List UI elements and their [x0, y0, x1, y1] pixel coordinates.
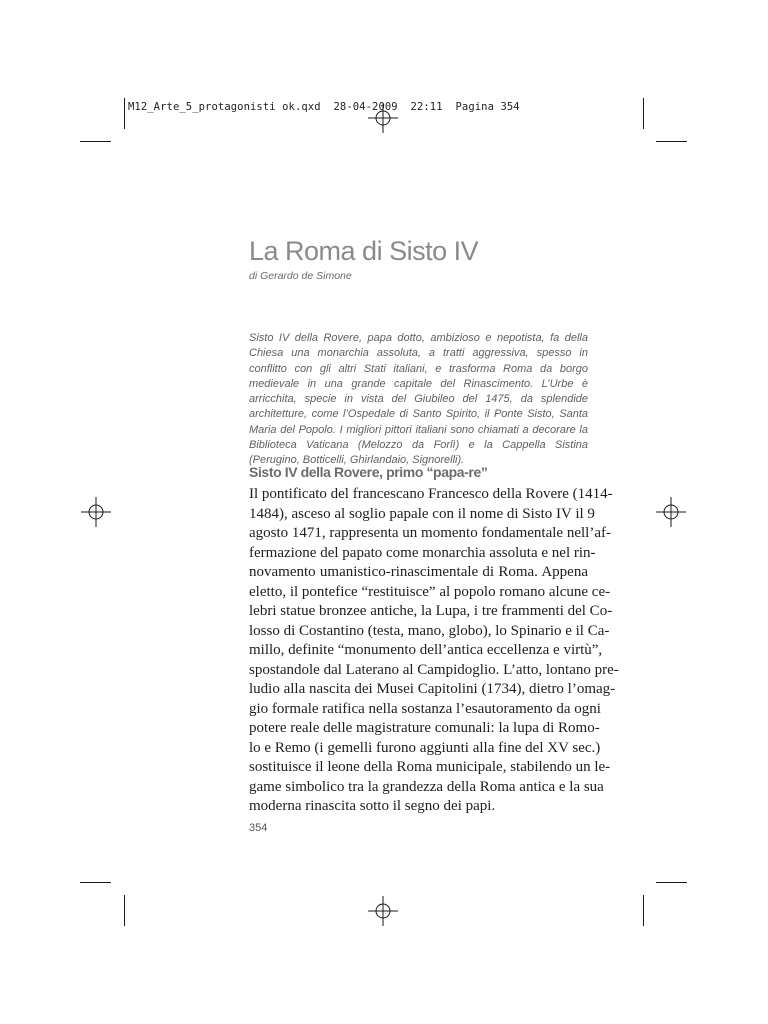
body-line: spostandole dal Laterano al Campidoglio. L’atto, lontano pre- — [249, 661, 619, 678]
crop-mark-bottom-right-vertical — [643, 895, 644, 926]
crop-mark-bottom-right-horizontal — [656, 882, 687, 883]
body-line: eletto, il pontefice “restituisce” al popolo romano alcune ce- — [249, 583, 611, 600]
body-line: novamento umanistico-rinascimentale di Roma. Appena — [249, 564, 588, 580]
body-line: moderna rinascita sotto il segno dei papi. — [249, 798, 496, 814]
registration-mark-right — [656, 497, 686, 527]
registration-mark-top — [368, 103, 398, 133]
body-line: lebri statue bronzee antiche, la Lupa, i tre frammenti del Co- — [249, 603, 613, 619]
body-line: sostituisce il leone della Roma municipale, stabilendo un le- — [249, 759, 611, 775]
body-line: agosto 1471, rappresenta un momento fondamentale nell’af- — [249, 525, 611, 541]
article-title: La Roma di Sisto IV — [249, 236, 479, 266]
body-line: losso di Costantino (testa, mano, globo), lo Spinario e il Ca- — [249, 622, 610, 639]
article-abstract: Sisto IV della Rovere, papa dotto, ambizioso e nepotista, fa della Chiesa una monarchia assoluta, a tratti aggressiva, spesso in conflitto con gli altri Stati italiani, e trasforma Roma da borgo medievale in una grande capitale del Rinascimento. L’Urbe è arricchita, specie in vista del Giubileo del 1475, da splendide architetture, come l’Ospedale di Santo Spirito, il Ponte Sisto, Santa Maria del Popolo. I migliori pittori italiani sono chiamati a decorare la Biblioteca Vaticana (Melozzo da Forlì) e la Cappella Sistina (Perugino, Botticelli, Ghirlandaio, Signorelli). — [249, 332, 588, 467]
section-heading: Sisto IV della Rovere, primo “papa-re” — [249, 464, 488, 480]
crop-mark-bottom-left-horizontal — [80, 882, 111, 883]
body-line: ludio alla nascita dei Musei Capitolini (1734), dietro l’omag- — [249, 681, 616, 697]
registration-mark-left — [81, 497, 111, 527]
printer-slug: M12_Arte_5_protagonisti ok.qxd 28-04-2009 22:11 Pagina 354 — [128, 101, 520, 113]
body-line: Il pontificato del francescano Francesco della Rovere (1414- — [249, 486, 613, 502]
body-line: game simbolico tra la grandezza della Roma antica e la sua — [249, 778, 604, 795]
crop-mark-top-left-vertical — [124, 98, 125, 129]
body-line: lo e Remo (i gemelli furono aggiunti alla fine del XV sec.) — [249, 739, 601, 756]
crop-mark-top-left-horizontal — [80, 141, 111, 142]
crop-mark-top-right-horizontal — [656, 141, 687, 142]
body-line: millo, definite “monumento dell’antica eccellenza e virtù”, — [249, 642, 603, 658]
crop-mark-top-right-vertical — [643, 98, 644, 129]
crop-mark-bottom-left-vertical — [124, 895, 125, 926]
body-text — [249, 485, 619, 817]
article-author: di Gerardo de Simone — [249, 270, 352, 282]
body-line: potere reale delle magistrature comunali: la lupa di Romo- — [249, 720, 600, 736]
body-line: 1484), asceso al soglio papale con il nome di Sisto IV il 9 — [249, 505, 595, 522]
body-line: fermazione del papato come monarchia assoluta e nel rin- — [249, 544, 596, 561]
body-line: gio formale ratifica nella sostanza l’esautoramento da ogni — [249, 700, 601, 717]
registration-mark-bottom — [368, 896, 398, 926]
page-number: 354 — [249, 822, 268, 834]
